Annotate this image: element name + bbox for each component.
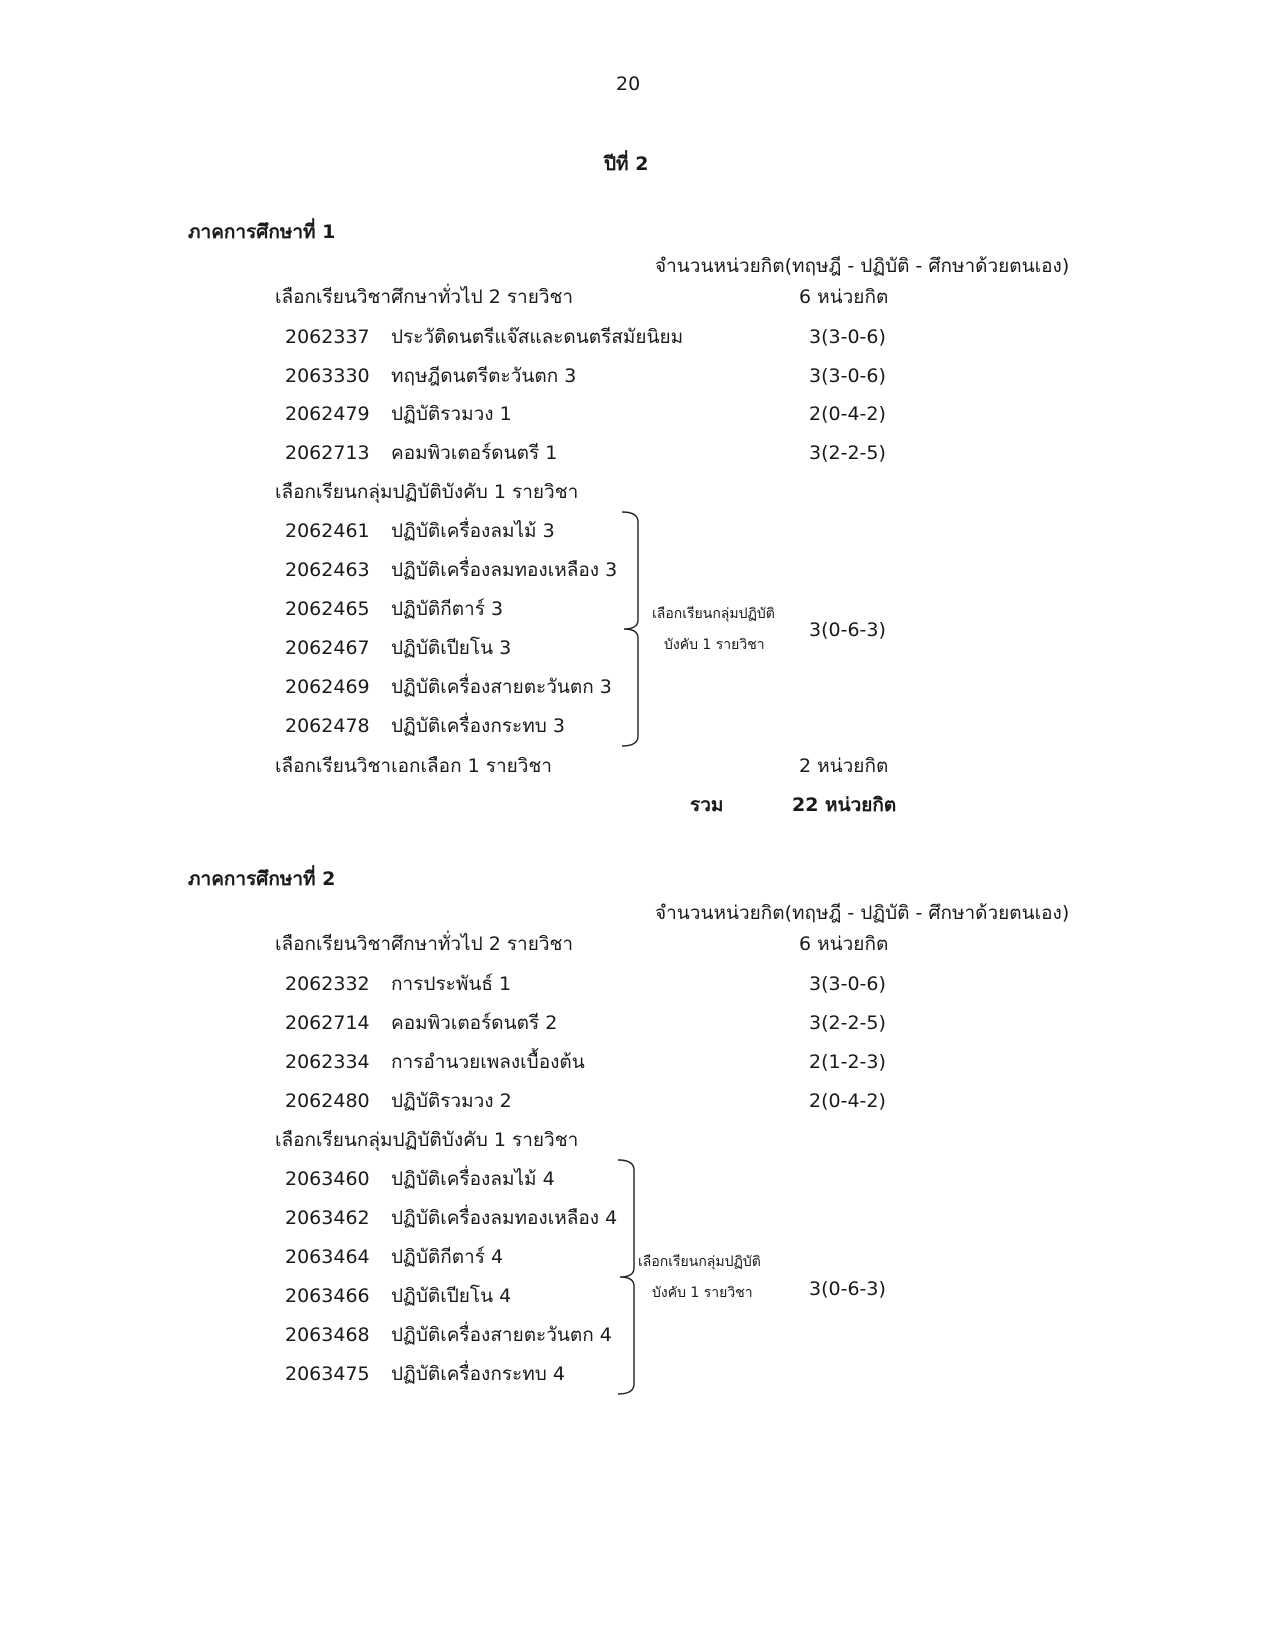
general-education-credits: 6 หน่วยกิต (799, 933, 889, 955)
semester-2-title: ภาคการศึกษาที่ 2 (188, 868, 336, 890)
course-credits: 2(1-2-3) (809, 1051, 886, 1073)
course-name: ปฏิบัติเครื่องลมไม้ 3 (391, 520, 555, 542)
course-name: การประพันธ์ 1 (391, 973, 512, 995)
course-name: ปฏิบัติรวมวง 2 (391, 1090, 512, 1112)
total-credits: 22 หน่วยกิต (792, 794, 897, 816)
course-name: ปฏิบัติเครื่องสายตะวันตก 4 (391, 1324, 612, 1346)
brace-note-line-2: บังคับ 1 รายวิชา (664, 637, 765, 653)
course-name: ปฏิบัติเปียโน 4 (391, 1285, 512, 1307)
course-code: 2062478 (285, 715, 370, 737)
course-name: ปฏิบัติเครื่องสายตะวันตก 3 (391, 676, 612, 698)
credit-header: จำนวนหน่วยกิต(ทฤษฎี - ปฏิบัติ - ศึกษาด้วยตนเอง) (655, 255, 1070, 277)
course-code: 2062467 (285, 637, 370, 659)
page-number: 20 (616, 73, 641, 95)
course-code: 2063475 (285, 1363, 370, 1385)
major-elective-credits: 2 หน่วยกิต (799, 755, 889, 777)
practice-group-label: เลือกเรียนกลุ่มปฏิบัติบังคับ 1 รายวิชา (275, 481, 579, 503)
course-code: 2062469 (285, 676, 370, 698)
course-code: 2062714 (285, 1012, 370, 1034)
general-education-label: เลือกเรียนวิชาศึกษาทั่วไป 2 รายวิชา (275, 933, 574, 955)
course-code: 2062461 (285, 520, 370, 542)
course-credits: 3(3-0-6) (809, 365, 886, 387)
course-code: 2063464 (285, 1246, 370, 1268)
course-code: 2062337 (285, 326, 370, 348)
course-name: ปฏิบัติกีตาร์ 4 (391, 1246, 504, 1268)
group-credits: 3(0-6-3) (809, 1278, 886, 1300)
course-credits: 3(2-2-5) (809, 1012, 886, 1034)
group-credits: 3(0-6-3) (809, 619, 886, 641)
group-brace (618, 510, 644, 748)
course-name: ทฤษฎีดนตรีตะวันตก 3 (391, 365, 577, 387)
course-name: คอมพิวเตอร์ดนตรี 1 (391, 442, 558, 464)
semester-1-title: ภาคการศึกษาที่ 1 (188, 221, 336, 243)
course-name: ปฏิบัติเครื่องกระทบ 3 (391, 715, 565, 737)
course-credits: 3(2-2-5) (809, 442, 886, 464)
brace-note-line-1: เลือกเรียนกลุ่มปฏิบัติ (638, 1254, 761, 1270)
course-credits: 2(0-4-2) (809, 403, 886, 425)
course-name: ปฏิบัติเครื่องลมไม้ 4 (391, 1168, 555, 1190)
total-label: รวม (690, 794, 724, 816)
brace-note-line-1: เลือกเรียนกลุ่มปฏิบัติ (652, 606, 775, 622)
course-code: 2063460 (285, 1168, 370, 1190)
course-name: ปฏิบัติเครื่องลมทองเหลือง 4 (391, 1207, 618, 1229)
course-name: ปฏิบัติเครื่องลมทองเหลือง 3 (391, 559, 618, 581)
course-name: คอมพิวเตอร์ดนตรี 2 (391, 1012, 558, 1034)
course-code: 2063330 (285, 365, 370, 387)
course-credits: 3(3-0-6) (809, 326, 886, 348)
course-code: 2062479 (285, 403, 370, 425)
year-title: ปีที่ 2 (604, 153, 649, 175)
course-credits: 2(0-4-2) (809, 1090, 886, 1112)
brace-note-line-2: บังคับ 1 รายวิชา (652, 1285, 753, 1301)
course-code: 2062334 (285, 1051, 370, 1073)
course-code: 2062480 (285, 1090, 370, 1112)
course-credits: 3(3-0-6) (809, 973, 886, 995)
course-name: การอำนวยเพลงเบื้องต้น (391, 1051, 585, 1073)
group-brace (614, 1158, 640, 1396)
credit-header: จำนวนหน่วยกิต(ทฤษฎี - ปฏิบัติ - ศึกษาด้วยตนเอง) (655, 902, 1070, 924)
course-code: 2063468 (285, 1324, 370, 1346)
general-education-credits: 6 หน่วยกิต (799, 286, 889, 308)
practice-group-label: เลือกเรียนกลุ่มปฏิบัติบังคับ 1 รายวิชา (275, 1129, 579, 1151)
course-code: 2062463 (285, 559, 370, 581)
course-name: ปฏิบัติเปียโน 3 (391, 637, 512, 659)
course-name: ปฏิบัติรวมวง 1 (391, 403, 512, 425)
major-elective-label: เลือกเรียนวิชาเอกเลือก 1 รายวิชา (275, 755, 552, 777)
course-code: 2063462 (285, 1207, 370, 1229)
course-code: 2063466 (285, 1285, 370, 1307)
course-code: 2062332 (285, 973, 370, 995)
course-name: ปฏิบัติกีตาร์ 3 (391, 598, 504, 620)
general-education-label: เลือกเรียนวิชาศึกษาทั่วไป 2 รายวิชา (275, 286, 574, 308)
course-code: 2062713 (285, 442, 370, 464)
course-name: ประวัติดนตรีแจ๊สและดนตรีสมัยนิยม (391, 326, 684, 348)
course-code: 2062465 (285, 598, 370, 620)
course-name: ปฏิบัติเครื่องกระทบ 4 (391, 1363, 565, 1385)
